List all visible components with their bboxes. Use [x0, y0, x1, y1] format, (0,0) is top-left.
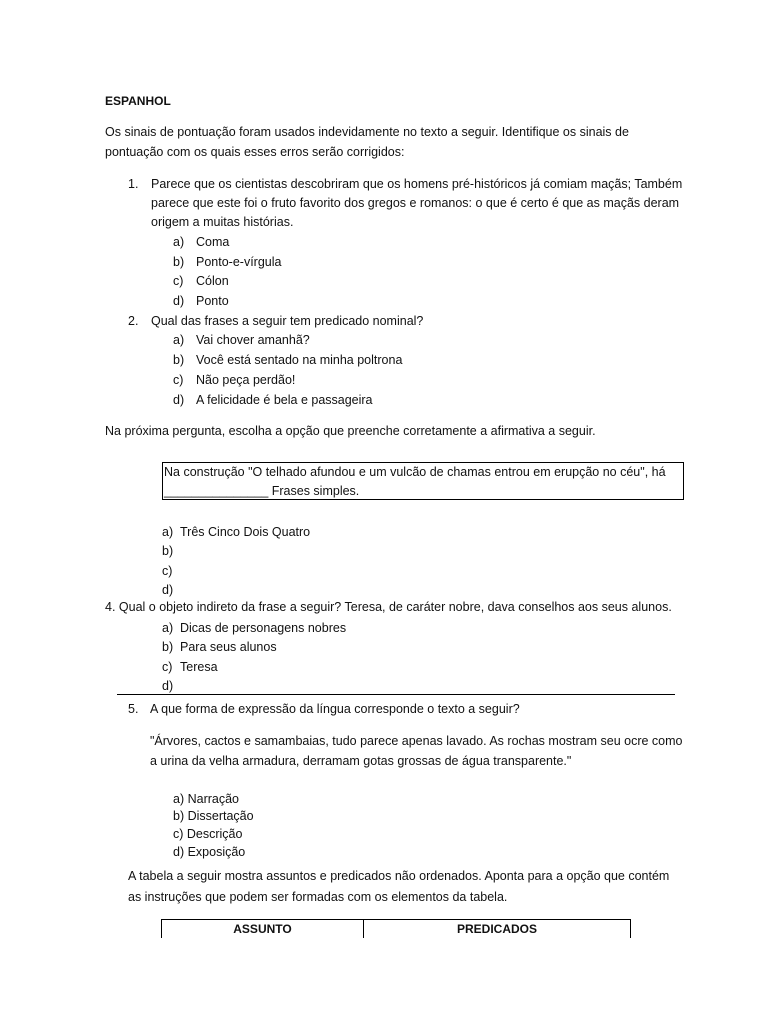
- q2-option-d-letter: d): [173, 393, 185, 407]
- table-header-assunto: ASSUNTO: [162, 920, 364, 939]
- q2-option-c-letter: c): [173, 373, 184, 387]
- q3-option-d-letter: d): [162, 583, 174, 597]
- intro-line-1: Os sinais de pontuação foram usados indevidamente no texto a seguir. Identifique os sinais de: [105, 125, 629, 139]
- q4-option-c: Teresa: [180, 660, 218, 674]
- q1-number: 1.: [128, 177, 139, 191]
- intro-line-2: pontuação com os quais esses erros serão corrigidos:: [105, 145, 405, 159]
- q4-option-b: Para seus alunos: [180, 640, 277, 654]
- q1-option-c: Cólon: [196, 274, 229, 288]
- q1-option-a-letter: a): [173, 235, 185, 249]
- q2-option-d: A felicidade é bela e passageira: [196, 393, 373, 407]
- q3-intro: Na próxima pergunta, escolha a opção que preenche corretamente a afirmativa a seguir.: [105, 424, 596, 438]
- q6-line-1: A tabela a seguir mostra assuntos e predicados não ordenados. Aponta para a opção que contém: [128, 869, 670, 883]
- q5-option-b: b) Dissertação: [173, 809, 254, 823]
- q5-option-d: d) Exposição: [173, 845, 246, 859]
- table-header-row: [162, 920, 631, 939]
- q1-option-b: Ponto-e-vírgula: [196, 255, 282, 269]
- q4-option-c-letter: c): [162, 660, 173, 674]
- q2-option-a-letter: a): [173, 333, 185, 347]
- q2-text: Qual das frases a seguir tem predicado nominal?: [151, 314, 424, 328]
- q1-line-3: origem a muitas histórias.: [151, 215, 294, 229]
- q4-option-d-letter: d): [162, 679, 174, 693]
- q2-option-c: Não peça perdão!: [196, 373, 296, 387]
- page-title: ESPANHOL: [105, 94, 171, 108]
- q2-number: 2.: [128, 314, 139, 328]
- horizontal-rule: [117, 694, 675, 695]
- q3-box-line-1: Na construção "O telhado afundou e um vulcão de chamas entrou em erupção no céu", há: [164, 465, 666, 479]
- subject-predicate-table: [161, 919, 631, 938]
- q1-option-d: Ponto: [196, 294, 229, 308]
- q3-option-c-letter: c): [162, 564, 173, 578]
- q5-option-a: a) Narração: [173, 792, 239, 806]
- q5-text: A que forma de expressão da língua corresponde o texto a seguir?: [150, 702, 520, 716]
- q1-option-a: Coma: [196, 235, 230, 249]
- q3-option-a: Três Cinco Dois Quatro: [180, 525, 311, 539]
- q1-line-2: parece que este foi o fruto favorito dos gregos e romanos: o que é certo é que as maçãs deram: [151, 196, 680, 210]
- q3-option-a-letter: a): [162, 525, 174, 539]
- q4-option-a-letter: a): [162, 621, 174, 635]
- table-header-predicados: PREDICADOS: [364, 920, 631, 939]
- q3-box-line-2: _______________ Frases simples.: [164, 484, 360, 498]
- q5-quote-line-2: a urina da velha armadura, derramam gotas grossas de água transparente.": [150, 754, 572, 768]
- q4-option-a: Dicas de personagens nobres: [180, 621, 347, 635]
- q5-number: 5.: [128, 702, 139, 716]
- q5-option-c: c) Descrição: [173, 827, 243, 841]
- q4-text: 4. Qual o objeto indireto da frase a seguir? Teresa, de caráter nobre, dava conselhos aos seus alunos.: [105, 600, 672, 614]
- q1-line-1: Parece que os cientistas descobriram que os homens pré-históricos já comiam maçãs; Também: [151, 177, 683, 191]
- q2-option-b-letter: b): [173, 353, 185, 367]
- q6-line-2: as instruções que podem ser formadas com os elementos da tabela.: [128, 890, 508, 904]
- q3-option-b-letter: b): [162, 544, 174, 558]
- q1-option-c-letter: c): [173, 274, 184, 288]
- q1-option-b-letter: b): [173, 255, 185, 269]
- q2-option-b: Você está sentado na minha poltrona: [196, 353, 403, 367]
- q5-quote-line-1: "Árvores, cactos e samambaias, tudo parece apenas lavado. As rochas mostram seu ocre como: [150, 734, 683, 748]
- q2-option-a: Vai chover amanhã?: [196, 333, 310, 347]
- q4-option-b-letter: b): [162, 640, 174, 654]
- q1-option-d-letter: d): [173, 294, 185, 308]
